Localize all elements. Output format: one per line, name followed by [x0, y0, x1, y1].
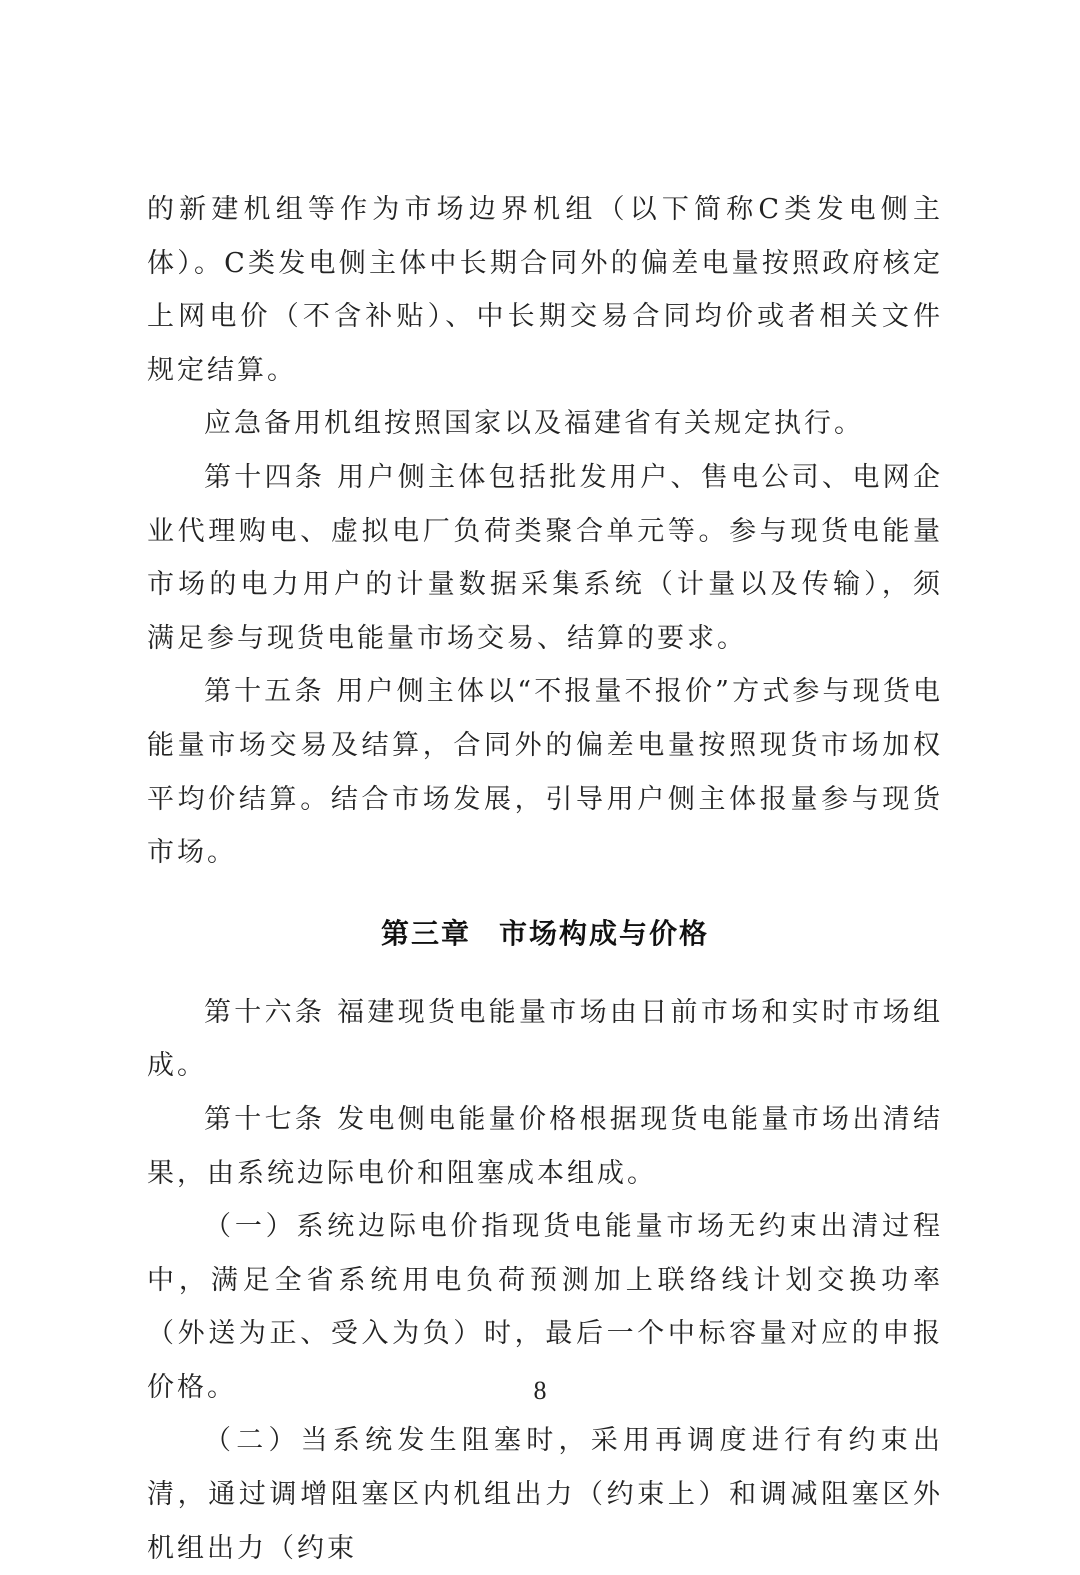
paragraph-article-16: 第十六条 福建现货电能量市场由日前市场和实时市场组成。: [147, 996, 943, 1082]
paragraph-article-17: 第十七条 发电侧电能量价格根据现货电能量市场出清结果，由系统边际电价和阻塞成本组成。: [147, 1103, 943, 1189]
paragraph-article-14: 第十四条 用户侧主体包括批发用户、售电公司、电网企业代理购电、虚拟电厂负荷类聚合单元等。参与现货电能量市场的电力用户的计量数据采集系统（计量以及传输），须满足参与现货电能量市场交易、结算的要求。: [147, 461, 943, 654]
paragraph-article-15: 第十五条 用户侧主体以“不报量不报价”方式参与现货电能量市场交易及结算，合同外的偏差电量按照现货市场加权平均价结算。结合市场发展，引导用户侧主体报量参与现货市场。: [147, 676, 943, 869]
chapter-title: 市场构成与价格: [499, 916, 710, 950]
chapter-number: 第三章: [380, 916, 471, 950]
paragraph-emergency-backup-units: 应急备用机组按照国家以及福建省有关规定执行。: [204, 408, 864, 440]
paragraph-item-2: （二）当系统发生阻塞时，采用再调度进行有约束出清，通过调增阻塞区内机组出力（约束上）和调减阻塞区外机组出力（约束: [147, 1425, 943, 1564]
page-number: 8: [533, 1376, 547, 1405]
paragraph-item-1: （一）系统边际电价指现货电能量市场无约束出清过程中，满足全省系统用电负荷预测加上联络线计划交换功率（外送为正、受入为负）时，最后一个中标容量对应的申报价格。: [147, 1211, 943, 1403]
chapter-heading: [147, 906, 943, 962]
document-body: [147, 183, 943, 1575]
paragraph-c-class-generators: 的新建机组等作为市场边界机组（以下简称C类发电侧主体）。C类发电侧主体中长期合同外的偏差电量按照政府核定上网电价（不含补贴）、中长期交易合同均价或者相关文件规定结算。: [147, 194, 943, 386]
